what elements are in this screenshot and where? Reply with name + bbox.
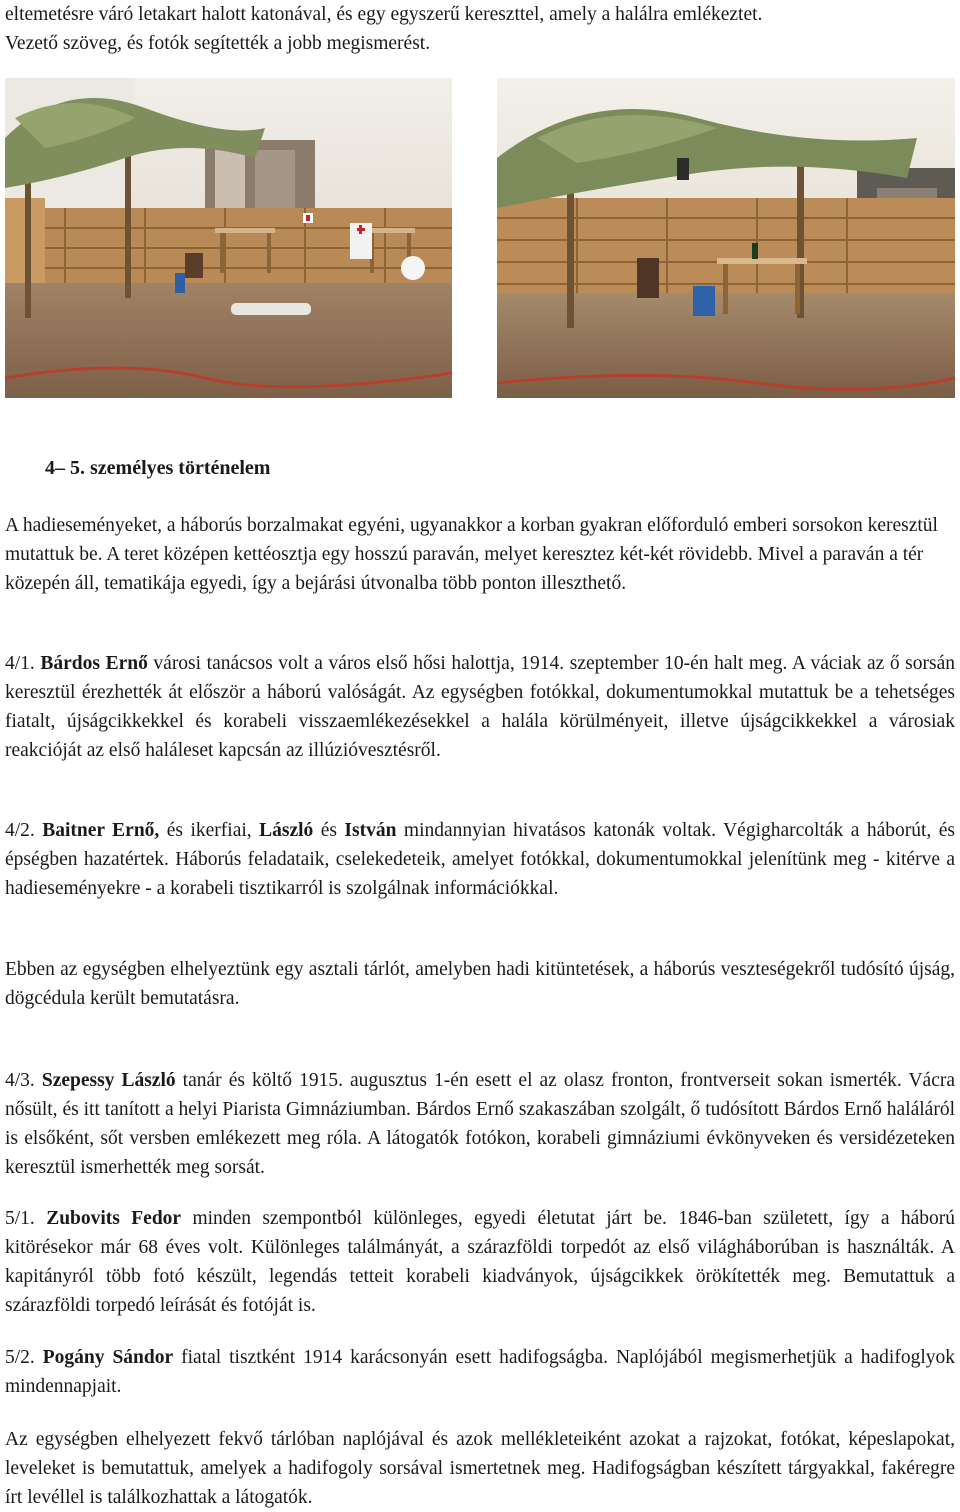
paragraph-text: városi tanácsos volt a város első hősi halottja, 1914. szeptember 10-én halt meg. A váciak az ő sorsán keresztül érezhették át először a háború valóságát. Az egységben fotókkal, dokumentumokkal mutattuk be a tehetséges fiatalt, újságcikkekkel és korabeli visszaemlékezésekkel a halála körülményeit, illetve újságcikkekkel a városiak reakcióját az első haláleset kapcsán az illúzióvesztésről. [5,653,955,761]
section-heading: 4– 5. személyes történelem [45,457,271,479]
paragraph-text: mindannyian hivatásos katonák voltak. Végigharcolták a háborút, és épségben hazatértek. Háborús feladataik, cselekedeteik, amelyet fotókkal, dokumentumokkal jelenítünk meg - kitérve a hadieseményekre - a korabeli tisztikarról is szolgálnak információkkal. [5,820,955,899]
paragraph-5-2 [5,1343,955,1401]
trench-exhibit-photo-left [5,78,452,398]
person-name: Pogány Sándor [42,1347,174,1368]
section-number: 5/2. [5,1347,35,1368]
paragraph-5-2-display: Az egységben elhelyezett fekvő tárlóban naplójával és azok mellékleteiként azokat a rajzokat, fotókat, képeslapokat, leveleket is bemutattuk, amelyek a hadifogoly sorsával ismertetnek meg. Hadifogságban készített tárgyakkal, fakéregre írt levéllel is találkozhattak a látogatók. [5,1429,955,1508]
intro-line-1: eltemetésre váró letakart halott katonával, és egy egyszerű kereszttel, amely a halálra emlékeztet. [5,4,763,25]
paragraph-intro-personal-history: A hadieseményeket, a háborús borzalmakat egyéni, ugyanakkor a korban gyakran előforduló emberi sorsokon keresztül mutattuk be. A teret középen kettéosztja egy hosszú paraván, melyet keresztez két-két rövidebb. Mivel a paraván a tér közepén áll, tematikája egyedi, így a bejárási útvonalba több ponton illeszthető. [5,515,938,594]
person-name: László [259,820,314,841]
paragraph-4-2-display: Ebben az egységben elhelyeztünk egy asztali tárlót, amelyben hadi kitüntetések, a háborús veszteségekről tudósító újság, dögcédula került bemutatásra. [5,959,955,1009]
paragraph-4-1 [5,649,955,765]
person-name: Szepessy László [41,1070,176,1091]
paragraph-4-2 [5,816,955,903]
person-name: Zubovits Fedor [46,1208,182,1229]
section-number: 4/3. [5,1070,35,1091]
paragraph-text: és [313,820,345,841]
paragraph-text: tanár és költő 1915. augusztus 1-én esett el az olasz fronton, frontverseit sokan ismerték. Vácra nősült, és itt tanított a helyi Piarista Gimnáziumban. Bárdos Ernő szakaszában szolgált, ő tudósított Bárdos Ernő haláláról is elsőként, sőt versben emlékezett meg róla. A látogatók fotókon, korabeli gimnáziumi évkönyveken és versidézeteken keresztül ismerhették meg sorsát. [5,1070,956,1178]
person-name: Baitner Ernő, [42,820,160,841]
paragraph-text: fiatal tisztként 1914 karácsonyán esett hadifogságba. Naplójából megismerhetjük a hadifoglyok mindennapjait. [5,1347,955,1397]
intro-line-2: Vezető szöveg, és fotók segítették a jobb megismerést. [5,33,431,54]
intro-paragraph [5,0,955,58]
paragraph-5-1 [5,1204,955,1320]
section-number: 5/1. [5,1208,35,1229]
paragraph-text: minden szempontból különleges, egyedi életutat járt be. 1846-ban született, így a háború kitörésekor már 68 éves volt. Különleges találmányát, a szárazföldi torpedót az első világháborúban is használták. A kapitányról több fotó készült, legendás tetteit korabeli kiadványok, újságcikkek örökítették meg. Bemutattuk a szárazföldi torpedó leírását és fotóját is. [5,1208,956,1316]
trench-exhibit-photo-right [497,78,955,398]
person-name: István [344,820,397,841]
paragraph-text: és ikerfiai, [159,820,260,841]
section-number: 4/2. [5,820,35,841]
paragraph-4-3 [5,1066,955,1182]
section-number: 4/1. [5,653,35,674]
person-name: Bárdos Ernő [40,653,148,674]
